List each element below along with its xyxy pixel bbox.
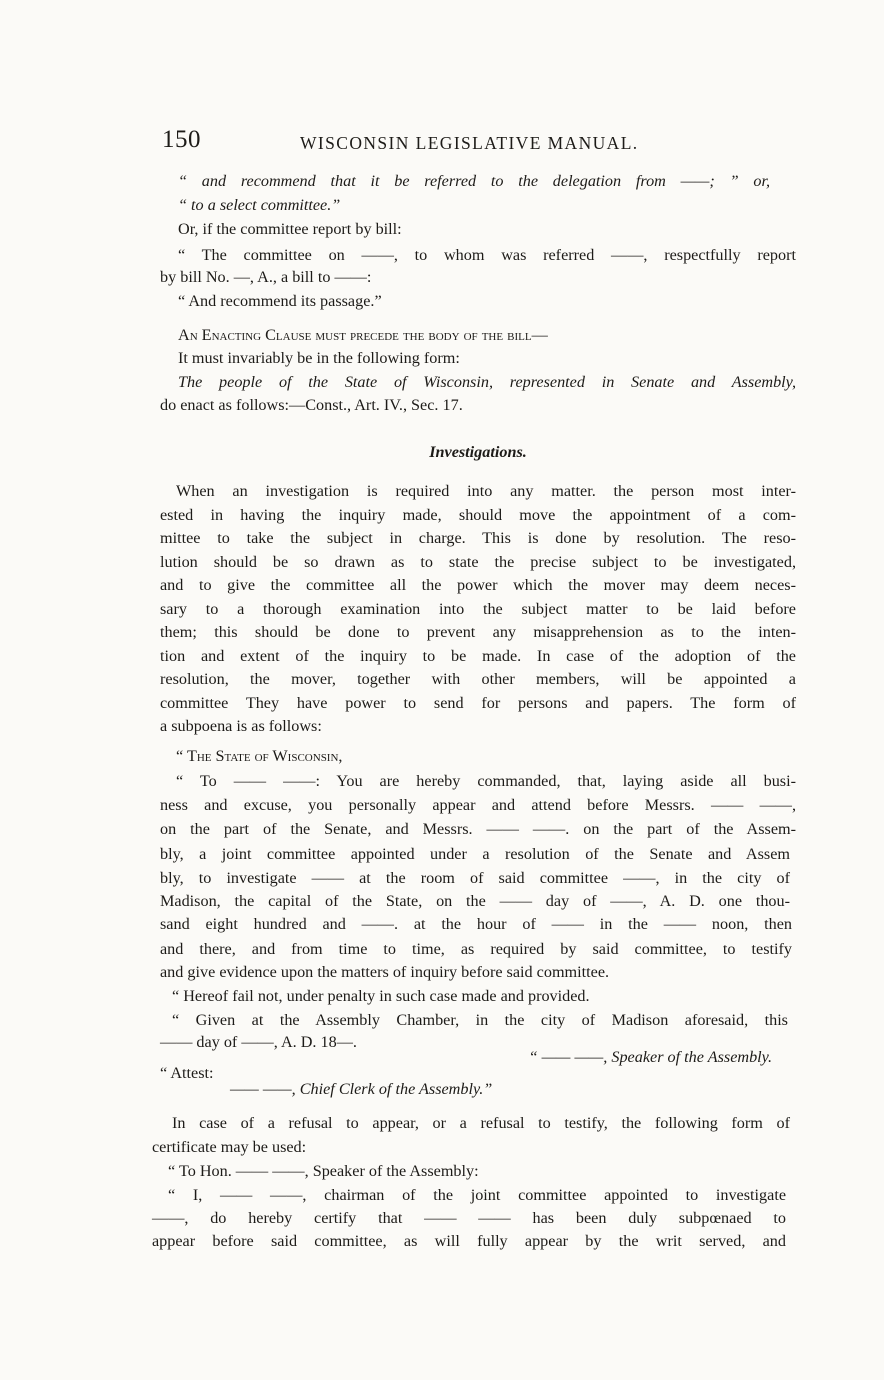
subpoena-line: bly, to investigate —— at the room of said committee ——, in the city of bbox=[160, 869, 790, 887]
subpoena-line: Madison, the capital of the State, on the —— day of ——, A. D. one thou- bbox=[160, 892, 790, 910]
enacting-clause-text: The people of the State of Wisconsin, represented in Senate and Assembly, bbox=[178, 373, 796, 391]
text-line: It must invariably be in the following form: bbox=[178, 349, 460, 367]
paragraph-line: tion and extent of the inquiry to be made. In case of the adoption of the bbox=[160, 647, 796, 665]
text-line: Or, if the committee report by bill: bbox=[178, 220, 402, 238]
paragraph-line: committee They have power to send for persons and papers. The form of bbox=[160, 694, 796, 712]
subpoena-line: “ To —— ——: You are hereby commanded, that, laying aside all busi- bbox=[176, 772, 796, 790]
speaker-signature-line: “ —— ——, Speaker of the Assembly. bbox=[528, 1048, 772, 1066]
subpoena-heading: “ The State of Wisconsin, bbox=[176, 747, 343, 765]
paragraph-line: lution should be so drawn as to state the precise subject to be investigated, bbox=[160, 553, 796, 571]
paragraph-line: them; this should be done to prevent any misapprehension as to the inten- bbox=[160, 623, 796, 641]
paragraph-line: certificate may be used: bbox=[152, 1138, 307, 1156]
subpoena-line: sand eight hundred and ——. at the hour of —— in the —— noon, then bbox=[160, 915, 792, 933]
certificate-line: “ I, —— ——, chairman of the joint committee appointed to investigate bbox=[168, 1186, 786, 1204]
subpoena-line: on the part of the Senate, and Messrs. —— ——. on the part of the Assem- bbox=[160, 820, 796, 838]
text-line: “ The committee on ——, to whom was referred ——, respectfully report bbox=[178, 246, 796, 264]
text-line: “ And recommend its passage.” bbox=[178, 292, 382, 310]
certificate-line: appear before said committee, as will fully appear by the writ served, and bbox=[152, 1232, 786, 1250]
text-line: do enact as follows:—Const., Art. IV., Sec. 17. bbox=[160, 396, 463, 414]
subpoena-line: —— day of ——, A. D. 18—. bbox=[160, 1033, 357, 1051]
paragraph-line: When an investigation is required into any matter. the person most inter- bbox=[176, 482, 796, 500]
subpoena-line: “ Hereof fail not, under penalty in such case made and provided. bbox=[172, 987, 590, 1005]
text-line: “ to a select committee.” bbox=[178, 196, 341, 214]
paragraph-line: sary to a thorough examination into the subject matter to be laid before bbox=[160, 600, 796, 618]
section-heading: Investigations. bbox=[429, 443, 527, 461]
text-line: “ and recommend that it be referred to the delegation from ——; ” or, bbox=[178, 172, 770, 190]
paragraph-line: and to give the committee all the power which the mover may deem neces- bbox=[160, 576, 796, 594]
running-title: WISCONSIN LEGISLATIVE MANUAL. bbox=[300, 133, 639, 153]
subpoena-line: “ Given at the Assembly Chamber, in the city of Madison aforesaid, this bbox=[172, 1011, 788, 1029]
paragraph-line: In case of a refusal to appear, or a refusal to testify, the following form of bbox=[172, 1114, 790, 1132]
subpoena-line: bly, a joint committee appointed under a resolution of the Senate and Assem bbox=[160, 845, 790, 863]
paragraph-line: resolution, the mover, together with other members, will be appointed a bbox=[160, 670, 796, 688]
certificate-address: “ To Hon. —— ——, Speaker of the Assembly: bbox=[168, 1162, 479, 1180]
paragraph-line: ested in having the inquiry made, should move the appointment of a com- bbox=[160, 506, 796, 524]
paragraph-line: a subpoena is as follows: bbox=[160, 717, 322, 735]
certificate-line: ——, do hereby certify that —— —— has been duly subpœnaed to bbox=[152, 1209, 786, 1227]
subpoena-line: and give evidence upon the matters of inquiry before said committee. bbox=[160, 963, 610, 981]
page-header bbox=[162, 126, 802, 160]
text-line: by bill No. —, A., a bill to ——: bbox=[160, 268, 372, 286]
clerk-signature-line: —— ——, Chief Clerk of the Assembly.” bbox=[230, 1080, 493, 1098]
page-number: 150 bbox=[162, 126, 201, 153]
subpoena-line: and there, and from time to time, as required by said committee, to testify bbox=[160, 940, 792, 958]
paragraph-line: mittee to take the subject in charge. This is done by resolution. The reso- bbox=[160, 529, 796, 547]
subpoena-line: ness and excuse, you personally appear and attend before Messrs. —— ——, bbox=[160, 796, 796, 814]
attest-label: “ Attest: bbox=[160, 1064, 214, 1082]
enacting-clause-heading: An Enacting Clause must precede the body of the bill— bbox=[178, 326, 548, 344]
